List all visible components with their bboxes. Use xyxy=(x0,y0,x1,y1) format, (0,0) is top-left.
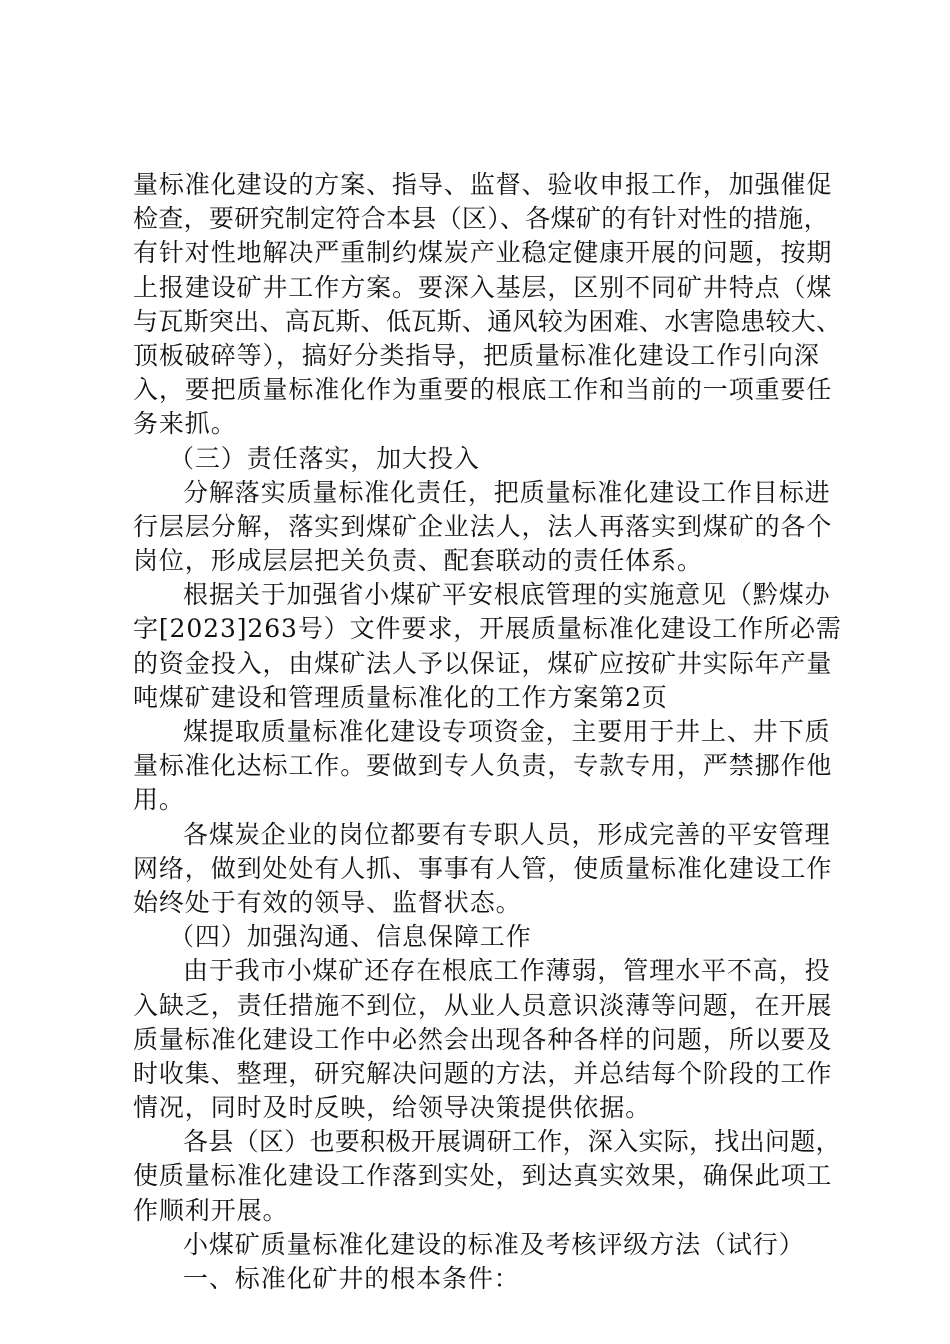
body-line: 用。 xyxy=(133,785,185,815)
paragraph-first-line: 根据关于加强省小煤矿平安根底管理的实施意见（黔煤办 xyxy=(183,580,831,610)
body-line: 入缺乏，责任措施不到位，从业人员意识淡薄等问题，在开展 xyxy=(133,990,833,1020)
section-heading: 一、标准化矿井的根本条件： xyxy=(183,1264,520,1293)
body-line: 始终处于有效的领导、监督状态。 xyxy=(133,887,522,917)
paragraph-first-line: 分解落实质量标准化责任，把质量标准化建设工作目标进 xyxy=(183,477,831,507)
body-line: 量标准化建设的方案、指导、监督、验收申报工作，加强催促 xyxy=(133,170,833,199)
body-line: 岗位，形成层层把关负责、配套联动的责任体系。 xyxy=(133,546,703,576)
body-line: 量标准化达标工作。要做到专人负责，专款专用，严禁挪作他 xyxy=(133,751,833,781)
document-body xyxy=(133,168,845,1296)
body-line: 使质量标准化建设工作落到实处，到达真实效果，确保此项工 xyxy=(133,1161,833,1191)
body-line: 吨煤矿建设和管理质量标准化的工作方案第2页 xyxy=(133,682,668,712)
body-line: 与瓦斯突出、高瓦斯、低瓦斯、通风较为困难、水害隐患较大、 xyxy=(133,306,842,336)
body-line: 上报建设矿井工作方案。要深入基层，区别不同矿井特点（煤 xyxy=(133,272,833,302)
body-line: 时收集、整理，研究解决问题的方法，并总结每个阶段的工作 xyxy=(133,1058,833,1088)
paragraph-first-line: 各煤炭企业的岗位都要有专职人员，形成完善的平安管理 xyxy=(183,819,831,849)
body-line: 的资金投入，由煤矿法人予以保证，煤矿应按矿井实际年产量 xyxy=(133,648,833,678)
paragraph-first-line: 由于我市小煤矿还存在根底工作薄弱，管理水平不高，投 xyxy=(183,956,831,986)
body-line: 务来抓。 xyxy=(133,409,237,439)
body-line: 顶板破碎等），搞好分类指导，把质量标准化建设工作引向深 xyxy=(133,340,820,370)
paragraph-first-line: 煤提取质量标准化建设专项资金，主要用于井上、井下质 xyxy=(183,717,831,746)
body-line: 质量标准化建设工作中必然会出现各种各样的问题，所以要及 xyxy=(133,1024,833,1054)
paragraph-first-line: 各县（区）也要积极开展调研工作，深入实际，找出问题， xyxy=(183,1127,841,1157)
body-line: 网络，做到处处有人抓、事事有人管，使质量标准化建设工作 xyxy=(133,853,833,883)
body-line: 行层层分解，落实到煤矿企业法人，法人再落实到煤矿的各个 xyxy=(133,511,833,541)
body-line: 入，要把质量标准化作为重要的根底工作和当前的一项重要任 xyxy=(133,375,833,405)
section-heading: （四）加强沟通、信息保障工作 xyxy=(169,922,532,952)
body-line: 字[2023]263号）文件要求，开展质量标准化建设工作所必需 xyxy=(133,614,842,644)
body-line: 检查，要研究制定符合本县（区）、各煤矿的有针对性的措施， xyxy=(133,204,829,234)
body-line: 情况，同时及时反映，给领导决策提供依据。 xyxy=(133,1093,652,1123)
standard-title: 小煤矿质量标准化建设的标准及考核评级方法（试行） xyxy=(183,1229,805,1259)
section-heading: （三）责任落实，加大投入 xyxy=(169,443,480,473)
body-line: 作顺利开展。 xyxy=(133,1195,289,1225)
body-line: 有针对性地解决严重制约煤炭产业稳定健康开展的问题，按期 xyxy=(133,238,833,268)
